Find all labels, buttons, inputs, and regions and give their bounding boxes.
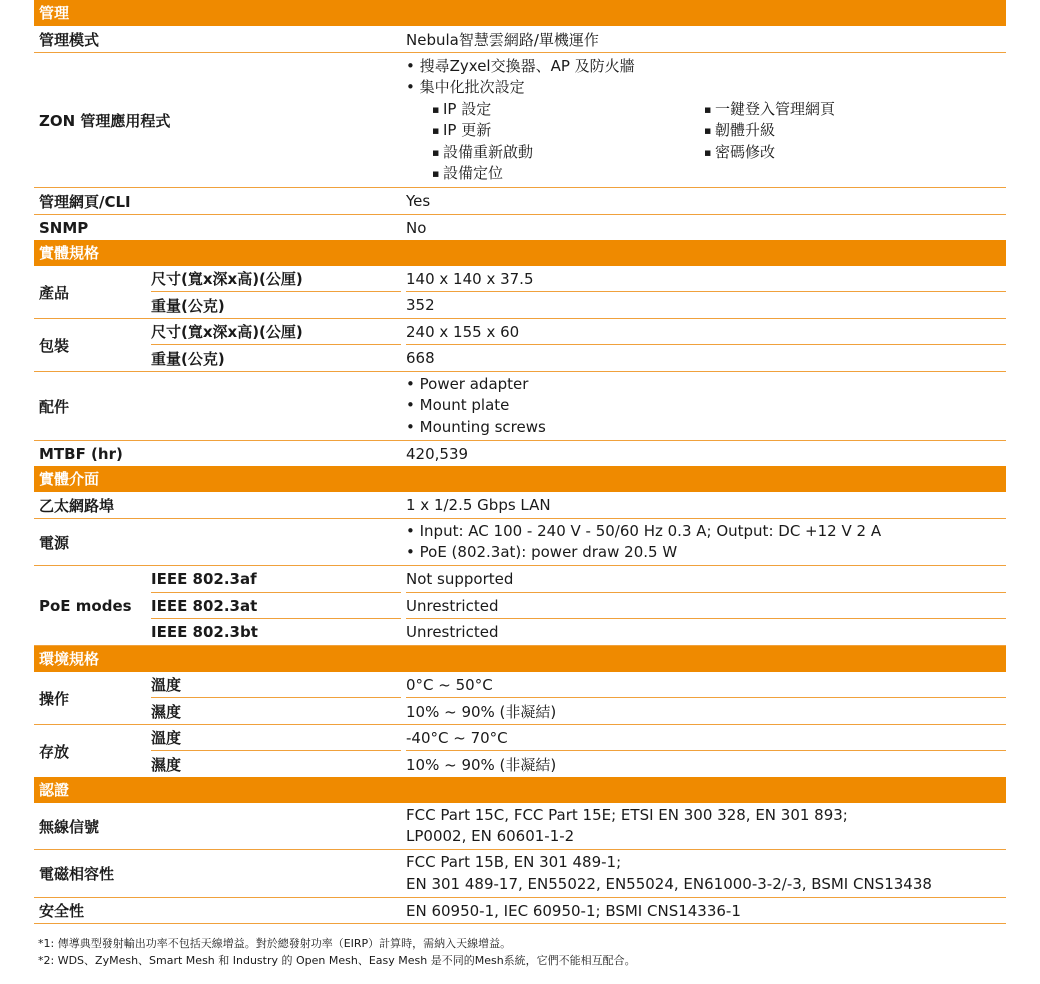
row-emc — [34, 850, 1006, 898]
zon-bullet: • 集中化批次設定 — [406, 77, 1006, 99]
value-ethernet: 1 x 1/2.5 Gbps LAN — [406, 496, 551, 514]
footnote: *1: 傳導典型發射輸出功率不包括天線增益。對於總發射功率（EIRP）計算時，需納入天線增益。 — [38, 937, 512, 950]
poe-mode-value: Unrestricted — [406, 623, 499, 641]
value-web-cli: Yes — [406, 192, 431, 210]
spec-table — [34, 0, 1006, 924]
value-operating-humidity: 10% ~ 90% (非凝結) — [406, 702, 557, 721]
power-item: • Input: AC 100 - 240 V - 50/60 Hz 0.3 A; Output: DC +12 V 2 A — [406, 521, 1006, 543]
label-wireless: 無線信號 — [39, 817, 100, 836]
value-product-weight: 352 — [406, 296, 435, 314]
row-package — [34, 319, 1006, 372]
value-wireless — [406, 803, 1006, 849]
label-accessories: 配件 — [39, 397, 70, 416]
row-wireless — [34, 803, 1006, 850]
poe-mode-label: IEEE 802.3at — [151, 593, 401, 619]
section-header-environment: 環境規格 — [34, 646, 1006, 672]
value-emc — [406, 850, 1006, 897]
label-poe-modes: PoE modes — [39, 596, 132, 615]
row-power — [34, 519, 1006, 566]
row-operating — [34, 672, 1006, 725]
poe-mode-label: IEEE 802.3af — [151, 566, 401, 593]
zon-sub-col-1 — [406, 99, 704, 185]
label-power: 電源 — [39, 533, 70, 552]
label-weight: 重量(公克) — [151, 349, 225, 368]
zon-sub-item: ▪ 韌體升級 — [704, 120, 976, 142]
label-management-mode: 管理模式 — [39, 30, 100, 49]
row-product — [34, 266, 1006, 319]
label-zon-app: ZON 管理應用程式 — [39, 111, 171, 130]
zon-sub-col-2 — [704, 99, 976, 185]
poe-mode-value: Unrestricted — [406, 593, 1006, 619]
value-product-dimensions: 140 x 140 x 37.5 — [406, 266, 1006, 292]
footnotes — [38, 935, 636, 969]
row-mtbf — [34, 441, 1006, 466]
value-snmp: No — [406, 218, 427, 237]
label-snmp: SNMP — [39, 218, 89, 237]
label-web-cli: 管理網頁/CLI — [39, 192, 131, 211]
zon-sub-item: ▪ 設備定位 — [432, 163, 704, 185]
value-management-mode: Nebula智慧雲網路/單機運作 — [406, 30, 599, 49]
zon-sub-item: ▪ IP 設定 — [432, 99, 704, 121]
row-management-mode — [34, 26, 1006, 53]
power-item: • PoE (802.3at): power draw 20.5 W — [406, 542, 1006, 564]
footnote: *2: WDS、ZyMesh、Smart Mesh 和 Industry 的 Open Mesh、Easy Mesh 是不同的Mesh系統，它們不能相互配合。 — [38, 954, 636, 967]
value-package-weight: 668 — [406, 349, 435, 367]
section-header-management: 管理 — [34, 0, 1006, 26]
wireless-line: FCC Part 15C, FCC Part 15E; ETSI EN 300 328, EN 301 893; — [406, 805, 848, 824]
emc-line: EN 301 489-17, EN55022, EN55024, EN61000-3-2/-3, BSMI CNS13438 — [406, 874, 932, 893]
row-snmp — [34, 215, 1006, 240]
accessory-item: • Mounting screws — [406, 417, 1006, 439]
value-safety: EN 60950-1, IEC 60950-1; BSMI CNS14336-1 — [406, 901, 741, 920]
label-dimensions: 尺寸(寬x深x高)(公厘) — [151, 266, 401, 292]
zon-sub-items — [406, 99, 1006, 185]
zon-sub-item: ▪ 密碼修改 — [704, 142, 976, 164]
label-product: 產品 — [39, 283, 70, 302]
value-storage-humidity: 10% ~ 90% (非凝結) — [406, 755, 557, 774]
poe-mode-value: Not supported — [406, 566, 1006, 593]
zon-sub-item: ▪ 設備重新啟動 — [432, 142, 704, 164]
label-mtbf: MTBF (hr) — [39, 444, 123, 463]
value-accessories — [406, 372, 1006, 440]
accessory-item: • Power adapter — [406, 374, 1006, 396]
zon-sub-item: ▪ 一鍵登入管理網頁 — [704, 99, 976, 121]
label-operating: 操作 — [39, 689, 70, 708]
wireless-line: LP0002, EN 60601-1-2 — [406, 827, 575, 845]
section-header-certification: 認證 — [34, 777, 1006, 803]
section-header-physical: 實體規格 — [34, 240, 1006, 266]
row-poe-modes — [34, 566, 1006, 646]
label-temperature: 溫度 — [151, 672, 401, 698]
accessory-item: • Mount plate — [406, 395, 1006, 417]
label-package: 包裝 — [39, 336, 70, 355]
row-storage — [34, 725, 1006, 777]
label-humidity: 濕度 — [151, 702, 182, 721]
value-storage-temperature: -40°C ~ 70°C — [406, 725, 1006, 751]
value-operating-temperature: 0°C ~ 50°C — [406, 672, 1006, 698]
row-web-cli — [34, 188, 1006, 215]
row-safety — [34, 898, 1006, 924]
label-weight: 重量(公克) — [151, 296, 225, 315]
zon-sub-item: ▪ IP 更新 — [432, 120, 704, 142]
value-power — [406, 519, 1006, 565]
label-storage: 存放 — [39, 742, 70, 761]
label-dimensions: 尺寸(寬x深x高)(公厘) — [151, 319, 401, 345]
section-header-interface: 實體介面 — [34, 466, 1006, 492]
poe-mode-label: IEEE 802.3bt — [151, 623, 258, 641]
label-ethernet: 乙太網路埠 — [39, 496, 115, 515]
value-zon-app — [406, 53, 1006, 187]
row-ethernet — [34, 492, 1006, 519]
label-temperature: 溫度 — [151, 725, 401, 751]
label-humidity: 濕度 — [151, 755, 182, 774]
row-accessories — [34, 372, 1006, 441]
label-emc: 電磁相容性 — [39, 865, 115, 883]
emc-line: FCC Part 15B, EN 301 489-1; — [406, 853, 622, 871]
value-mtbf: 420,539 — [406, 444, 469, 463]
value-package-dimensions: 240 x 155 x 60 — [406, 319, 1006, 345]
label-safety: 安全性 — [39, 902, 85, 920]
row-zon-app — [34, 53, 1006, 188]
zon-bullet: • 搜尋Zyxel交換器、AP 及防火牆 — [406, 56, 1006, 78]
